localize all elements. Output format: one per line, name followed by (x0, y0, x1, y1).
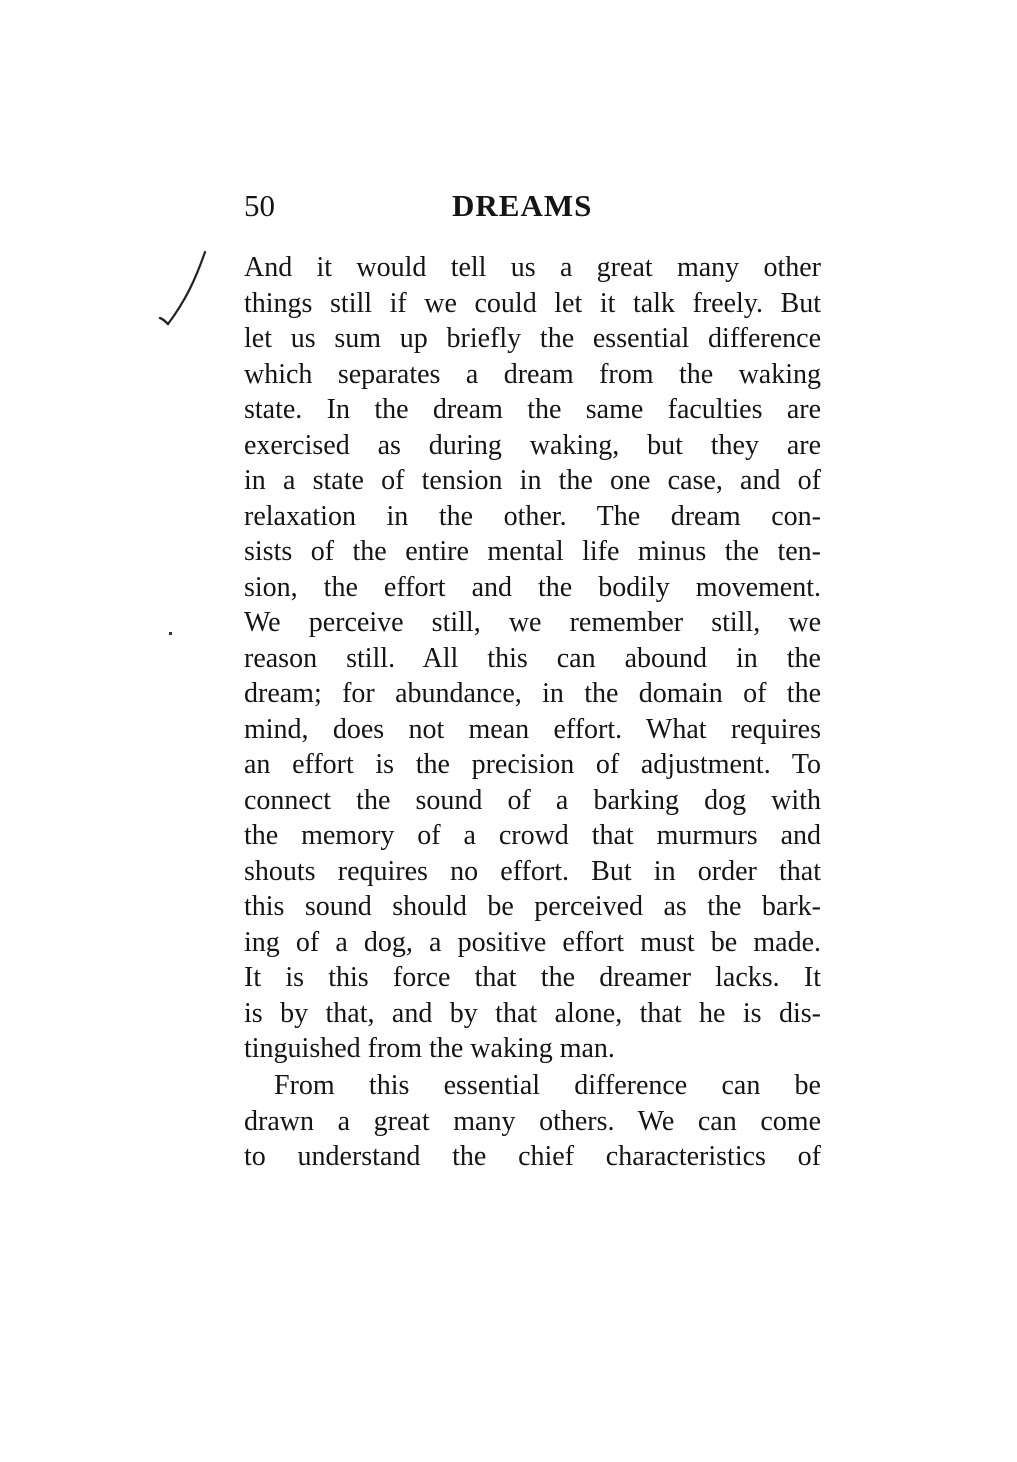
text-line: From this essential difference can be (274, 1070, 821, 1101)
text-line: reason still. All this can abound in the (244, 643, 821, 674)
text-line: dream; for abundance, in the domain of the (244, 678, 821, 709)
text-line: in a state of tension in the one case, and of (244, 465, 821, 496)
text-line: an effort is the precision of adjustment. To (244, 749, 821, 780)
text-line: connect the sound of a barking dog with (244, 785, 821, 816)
text-line: exercised as during waking, but they are (244, 430, 821, 461)
text-line: shouts requires no effort. But in order that (244, 856, 821, 887)
text-line: ing of a dog, a positive effort must be made. (244, 927, 821, 958)
pencil-mark-icon (158, 248, 218, 328)
stray-mark (169, 632, 172, 635)
text-line: to understand the chief characteristics of (244, 1141, 821, 1172)
running-title: DREAMS (452, 188, 593, 223)
text-line: We perceive still, we remember still, we (244, 607, 821, 638)
text-line: is by that, and by that alone, that he is dis- (244, 998, 821, 1029)
text-line: this sound should be perceived as the bark- (244, 891, 821, 922)
text-line: which separates a dream from the waking (244, 359, 821, 390)
text-line: sion, the effort and the bodily movement. (244, 572, 821, 603)
text-line: things still if we could let it talk freely. But (244, 288, 821, 319)
text-line: mind, does not mean effort. What requires (244, 714, 821, 745)
text-line: relaxation in the other. The dream con- (244, 501, 821, 532)
page-number: 50 (244, 188, 275, 223)
text-line: And it would tell us a great many other (244, 252, 821, 283)
text-line: drawn a great many others. We can come (244, 1106, 821, 1137)
text-line: sists of the entire mental life minus the ten- (244, 536, 821, 567)
text-line: tinguished from the waking man. (244, 1033, 615, 1064)
text-line: the memory of a crowd that murmurs and (244, 820, 821, 851)
text-line: state. In the dream the same faculties are (244, 394, 821, 425)
text-line: let us sum up briefly the essential difference (244, 323, 821, 354)
text-line: It is this force that the dreamer lacks. It (244, 962, 821, 993)
